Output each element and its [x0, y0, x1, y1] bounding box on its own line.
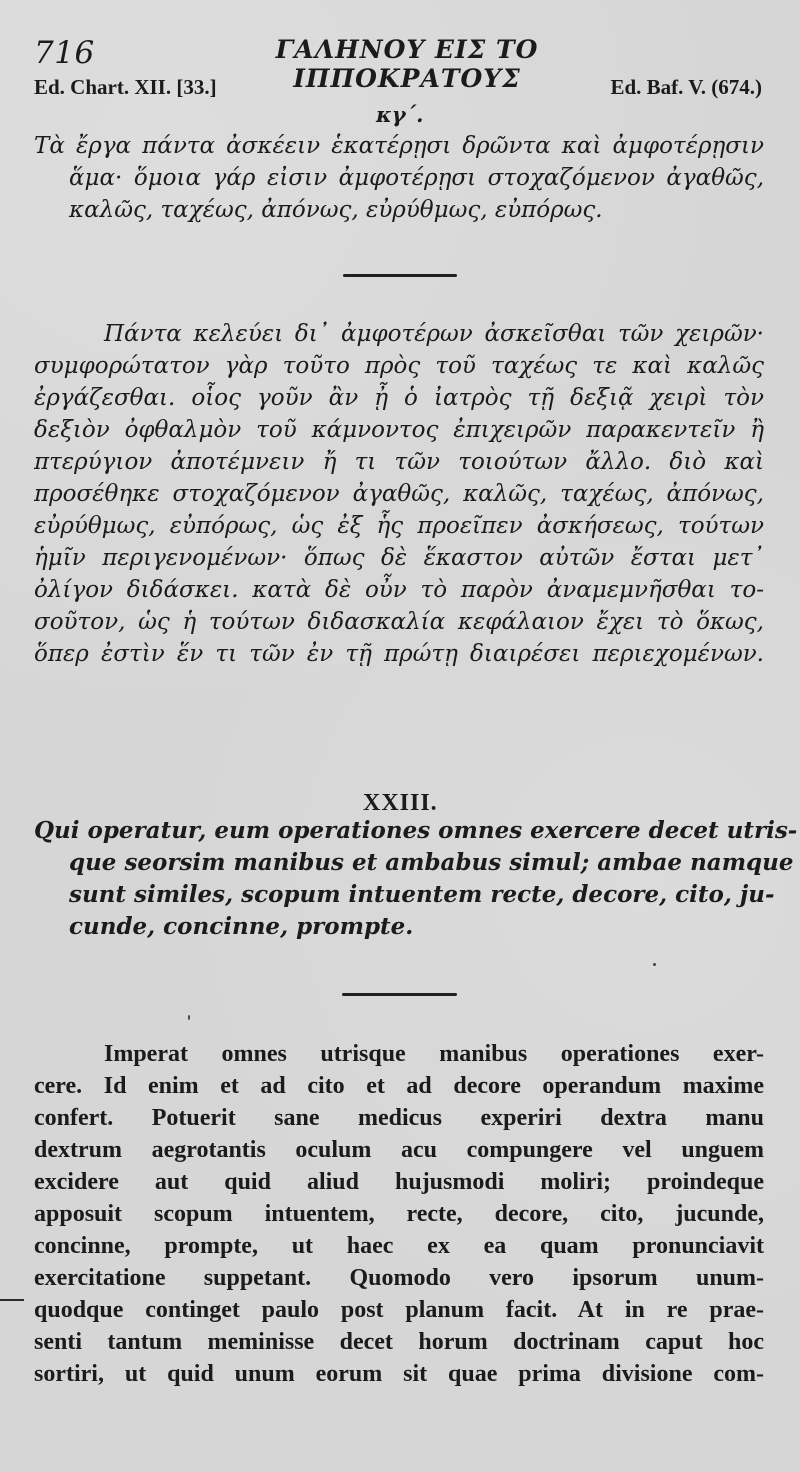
- greek-commentary: [34, 318, 764, 670]
- latin-commentary-line: confert. Potuerit sane medicus experiri dextra manu: [34, 1105, 764, 1131]
- paper-speck: [653, 963, 656, 966]
- greek-lemma-line: καλῶς, ταχέως, ἀπόνως, εὐρύθμως, εὐπόρως.: [69, 197, 603, 223]
- section-divider: [343, 274, 457, 277]
- greek-commentary-line: δεξιὸν ὀφθαλμὸν τοῦ κάμνοντος ἐπιχειρῶν παρακεντεῖν ἢ: [34, 417, 764, 443]
- latin-commentary: [34, 1038, 764, 1390]
- edition-chart-reference: Ed. Chart. XII. [33.]: [34, 75, 217, 99]
- greek-commentary-line: συμφορώτατον γὰρ τοῦτο πρὸς τοῦ ταχέως τε καὶ καλῶς: [34, 353, 764, 379]
- latin-lemma: [34, 815, 798, 943]
- greek-commentary-line: ἡμῖν περιγενομένων· ὅπως δὲ ἕκαστον αὐτῶν ἔσται μετ᾽: [34, 545, 764, 571]
- latin-commentary-line: cere. Id enim et ad cito et ad decore operandum maxime: [34, 1073, 764, 1099]
- greek-commentary-line: ἐργάζεσθαι. οἷος γοῦν ἂν ᾖ ὁ ἰατρὸς τῇ δεξιᾷ χειρὶ τὸν: [34, 385, 764, 411]
- latin-commentary-line: concinne, prompte, ut haec ex ea quam pronunciavit: [34, 1233, 764, 1259]
- greek-section-marker: κγ΄.: [376, 102, 424, 127]
- paper-speck: [188, 1015, 190, 1020]
- margin-mark: [0, 1299, 24, 1301]
- greek-commentary-line: ὅπερ ἐστὶν ἕν τι τῶν ἐν τῇ πρώτῃ διαιρέσει περιεχομένων.: [34, 641, 764, 667]
- edition-reference-line: [34, 75, 762, 103]
- latin-lemma-line: cunde, concinne, prompte.: [69, 913, 414, 940]
- greek-commentary-line: προσέθηκε στοχαζόμενον ἀγαθῶς, καλῶς, ταχέως, ἀπόνως,: [34, 481, 764, 507]
- greek-lemma-line: Τὰ ἔργα πάντα ἀσκέειν ἑκατέρῃσι δρῶντα καὶ ἀμφοτέρῃσιν: [34, 133, 764, 159]
- greek-commentary-line: ὀλίγον διδάσκει. κατὰ δὲ οὖν τὸ παρὸν ἀναμεμνῆσθαι το-: [34, 577, 764, 603]
- latin-commentary-line: senti tantum meminisse decet horum doctrinam caput hoc: [34, 1329, 764, 1355]
- latin-commentary-line: excidere aut quid aliud hujusmodi moliri; proindeque: [34, 1169, 764, 1195]
- greek-commentary-line: Πάντα κελεύει δι᾽ ἀμφοτέρων ἀσκεῖσθαι τῶν χειρῶν·: [104, 321, 764, 347]
- latin-commentary-line: exercitatione suppetant. Quomodo vero ipsorum unum-: [34, 1265, 764, 1291]
- latin-section-heading: XXIII.: [363, 790, 438, 816]
- latin-commentary-line: apposuit scopum intuentem, recte, decore, cito, jucunde,: [34, 1201, 764, 1227]
- latin-commentary-line: dextrum aegrotantis oculum acu compungere vel unguem: [34, 1137, 764, 1163]
- latin-lemma-line: Qui operatur, eum operationes omnes exercere decet utris-: [34, 817, 798, 844]
- running-title: ΓΑΛΗΝΟΥ ΕΙΣ ΤΟ ΙΠΠΟΚΡΑΤΟΥΣ: [275, 35, 539, 93]
- greek-commentary-line: πτερύγιον ἀποτέμνειν ἤ τι τῶν τοιούτων ἄλλο. διὸ καὶ: [34, 449, 764, 475]
- greek-commentary-line: εὐρύθμως, εὐπόρως, ὡς ἐξ ἧς προεῖπεν ἀσκήσεως, τούτων: [34, 513, 764, 539]
- latin-lemma-line: sunt similes, scopum intuentem recte, decore, cito, ju-: [69, 881, 775, 908]
- greek-commentary-line: σοῦτον, ὡς ἡ τούτων διδασκαλία κεφάλαιον ἔχει τὸ ὅκως,: [34, 609, 764, 635]
- latin-commentary-line: sortiri, ut quid unum eorum sit quae prima divisione com-: [34, 1361, 764, 1387]
- page-number: 716: [34, 35, 95, 71]
- latin-lemma-line: que seorsim manibus et ambabus simul; ambae namque: [69, 849, 794, 876]
- edition-basel-reference: Ed. Baf. V. (674.): [610, 75, 762, 99]
- latin-commentary-line: Imperat omnes utrisque manibus operationes exer-: [104, 1041, 764, 1067]
- greek-lemma-line: ἅμα· ὅμοια γάρ εἰσιν ἀμφοτέρῃσι στοχαζόμενον ἀγαθῶς,: [69, 165, 764, 191]
- greek-lemma: [34, 130, 764, 226]
- section-divider: [342, 993, 457, 996]
- latin-commentary-line: quodque continget paulo post planum facit. At in re prae-: [34, 1297, 764, 1323]
